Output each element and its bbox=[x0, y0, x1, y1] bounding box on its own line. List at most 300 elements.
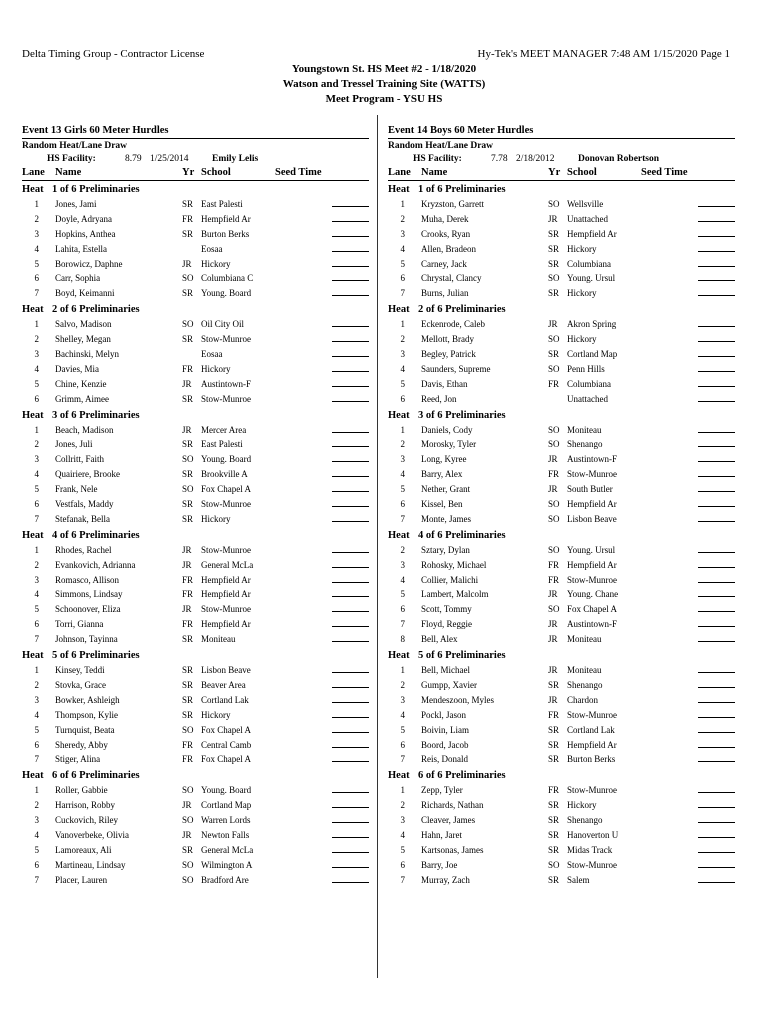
entry-school: Oil City Oil bbox=[201, 319, 245, 330]
entry-school: Austintown-F bbox=[567, 454, 618, 465]
entry-name: Kinsey, Teddi bbox=[55, 665, 105, 676]
entry-row bbox=[22, 873, 369, 888]
entry-row bbox=[22, 693, 369, 708]
entry-row bbox=[22, 497, 369, 512]
entry-lane: 3 bbox=[400, 454, 405, 465]
entry-lane: 1 bbox=[34, 199, 39, 209]
entry-row bbox=[388, 602, 735, 617]
entry-lane: 7 bbox=[34, 634, 39, 645]
seed-time-blank bbox=[698, 212, 735, 222]
entry-row bbox=[22, 347, 369, 362]
seed-time-blank bbox=[698, 497, 735, 507]
entry-row bbox=[22, 663, 369, 678]
entry-school: Hanoverton U bbox=[567, 829, 619, 840]
entry-year: SO bbox=[548, 334, 560, 345]
seed-time-blank bbox=[332, 392, 369, 402]
entry-year: JR bbox=[182, 800, 192, 811]
entry-lane: 6 bbox=[34, 859, 39, 870]
entry-lane: 6 bbox=[400, 859, 405, 870]
entry-row bbox=[388, 708, 735, 723]
entry-year: FR bbox=[182, 363, 194, 374]
entry-row bbox=[22, 242, 369, 257]
entry-year: JR bbox=[182, 424, 192, 435]
entry-year: SR bbox=[182, 469, 194, 480]
event-column-girls bbox=[22, 119, 369, 979]
seed-time-blank bbox=[332, 197, 369, 207]
entry-row bbox=[22, 227, 369, 242]
entry-year: JR bbox=[548, 694, 558, 705]
entry-name: Torri, Gianna bbox=[55, 619, 104, 630]
heat-number: 6 of 6 Preliminaries bbox=[418, 770, 506, 782]
seed-time-blank bbox=[698, 543, 735, 553]
entry-school: Hickory bbox=[201, 363, 231, 374]
entry-row bbox=[388, 858, 735, 873]
heat-label: Heat bbox=[388, 409, 410, 421]
entry-school: General McLa bbox=[201, 559, 254, 570]
entry-name: Rhodes, Rachel bbox=[55, 544, 112, 555]
seed-time-blank bbox=[698, 227, 735, 237]
entry-lane: 7 bbox=[400, 619, 405, 630]
entry-row bbox=[388, 242, 735, 257]
entry-name: Vanoverbeke, Olivia bbox=[55, 829, 129, 840]
entry-year: SO bbox=[548, 273, 560, 284]
entry-school: Hickory bbox=[567, 800, 597, 811]
seed-time-blank bbox=[698, 437, 735, 447]
header-lane: Lane bbox=[388, 167, 411, 178]
entry-school: Lisbon Beave bbox=[201, 665, 251, 676]
header-yr: Yr bbox=[548, 167, 561, 178]
seed-time-blank bbox=[332, 212, 369, 222]
entry-year: FR bbox=[548, 469, 560, 480]
entry-name: Chine, Kenzie bbox=[55, 378, 107, 389]
entry-lane: 5 bbox=[400, 589, 405, 600]
seed-time-blank bbox=[698, 573, 735, 583]
entry-row bbox=[22, 482, 369, 497]
entry-year: FR bbox=[548, 785, 560, 796]
seed-time-blank bbox=[332, 347, 369, 357]
entry-year: SR bbox=[182, 393, 194, 404]
seed-time-blank bbox=[698, 271, 735, 281]
seed-time-blank bbox=[698, 602, 735, 612]
seed-time-blank bbox=[332, 271, 369, 281]
entry-row bbox=[22, 286, 369, 301]
entry-lane: 7 bbox=[400, 874, 405, 885]
seed-time-blank bbox=[698, 452, 735, 462]
entry-school: Columbiana C bbox=[201, 273, 254, 284]
entry-lane: 5 bbox=[400, 258, 405, 269]
entry-lane: 2 bbox=[400, 544, 405, 555]
entry-name: Long, Kyree bbox=[421, 454, 467, 465]
entry-year: SO bbox=[548, 499, 560, 510]
entry-row bbox=[22, 197, 369, 212]
entry-school: Stow-Munroe bbox=[567, 785, 617, 796]
entry-school: Cortland Lak bbox=[201, 694, 249, 705]
entry-row bbox=[388, 543, 735, 558]
entry-year: JR bbox=[548, 454, 558, 465]
event-title: Event 14 Boys 60 Meter Hurdles bbox=[388, 125, 534, 136]
entry-row bbox=[388, 423, 735, 438]
entry-name: Beach, Madison bbox=[55, 424, 114, 435]
seed-time-blank bbox=[332, 512, 369, 522]
entry-lane: 1 bbox=[34, 785, 39, 796]
entry-school: Penn Hills bbox=[567, 363, 605, 374]
entry-school: Shenango bbox=[567, 679, 603, 690]
seed-time-blank bbox=[332, 813, 369, 823]
entry-school: Moniteau bbox=[201, 634, 236, 645]
entry-lane: 4 bbox=[34, 709, 39, 720]
entry-lane: 7 bbox=[400, 754, 405, 765]
entry-row bbox=[22, 573, 369, 588]
entry-school: Columbiana bbox=[567, 378, 611, 389]
entry-lane: 6 bbox=[400, 604, 405, 615]
entry-lane: 4 bbox=[34, 363, 39, 374]
heat-label: Heat bbox=[22, 650, 44, 662]
entry-year: SR bbox=[548, 288, 560, 299]
entry-lane: 6 bbox=[34, 499, 39, 510]
entry-school: Mercer Area bbox=[201, 424, 247, 435]
entry-name: Davis, Ethan bbox=[421, 378, 468, 389]
heat-title bbox=[388, 302, 735, 317]
entry-name: Zepp, Tyler bbox=[421, 785, 463, 796]
entry-lane: 3 bbox=[400, 694, 405, 705]
entry-school: Hickory bbox=[567, 334, 597, 345]
record-holder: Donovan Robertson bbox=[578, 154, 660, 164]
entry-lane: 1 bbox=[34, 665, 39, 676]
seed-time-blank bbox=[332, 752, 369, 762]
seed-time-blank bbox=[332, 708, 369, 718]
entry-row bbox=[22, 828, 369, 843]
entry-row bbox=[388, 317, 735, 332]
seed-time-blank bbox=[698, 482, 735, 492]
entry-lane: 1 bbox=[400, 424, 405, 435]
entry-name: Boord, Jacob bbox=[421, 739, 469, 750]
entry-year: SR bbox=[182, 513, 194, 524]
entry-year: FR bbox=[182, 754, 194, 765]
entry-year: JR bbox=[182, 258, 192, 269]
entry-name: Davies, Mia bbox=[55, 363, 99, 374]
entry-name: Rohosky, Michael bbox=[421, 559, 487, 570]
entry-lane: 5 bbox=[34, 844, 39, 855]
seed-time-blank bbox=[698, 693, 735, 703]
seed-time-blank bbox=[698, 257, 735, 267]
entry-school: Newton Falls bbox=[201, 829, 250, 840]
entry-name: Mendeszoon, Myles bbox=[421, 694, 494, 705]
entry-school: Cortland Lak bbox=[567, 724, 615, 735]
entry-lane: 1 bbox=[400, 665, 405, 676]
entry-lane: 2 bbox=[400, 800, 405, 811]
heat-title bbox=[22, 768, 369, 783]
entry-lane: 3 bbox=[34, 228, 39, 239]
entry-row bbox=[388, 783, 735, 798]
entry-school: Stow-Munroe bbox=[201, 604, 251, 615]
seed-time-blank bbox=[332, 738, 369, 748]
entry-name: Jones, Juli bbox=[55, 439, 93, 450]
entry-lane: 7 bbox=[34, 754, 39, 765]
page-header bbox=[0, 0, 768, 115]
seed-time-blank bbox=[698, 512, 735, 522]
entry-school: Warren Lords bbox=[201, 815, 251, 826]
entry-lane: 3 bbox=[34, 815, 39, 826]
entry-school: Akron Spring bbox=[567, 319, 617, 330]
seed-time-blank bbox=[698, 828, 735, 838]
entry-row bbox=[22, 392, 369, 407]
entry-row bbox=[22, 423, 369, 438]
entry-school: Fox Chapel A bbox=[201, 484, 252, 495]
seed-time-blank bbox=[332, 632, 369, 642]
entry-name: Collier, Malichi bbox=[421, 574, 479, 585]
entry-row bbox=[388, 828, 735, 843]
entry-school: Young. Chane bbox=[567, 589, 619, 600]
entry-name: Pockl, Jason bbox=[421, 709, 466, 720]
entry-name: Murray, Zach bbox=[421, 874, 470, 885]
entry-lane: 7 bbox=[34, 288, 39, 299]
entry-school: Hempfield Ar bbox=[567, 499, 617, 510]
entry-school: East Palesti bbox=[201, 199, 243, 209]
facility-record bbox=[22, 152, 369, 166]
seed-time-blank bbox=[698, 347, 735, 357]
heat-label: Heat bbox=[22, 184, 44, 195]
entry-name: Simmons, Lindsay bbox=[55, 589, 123, 600]
seed-time-blank bbox=[332, 362, 369, 372]
heat-title bbox=[22, 408, 369, 423]
entry-year: SO bbox=[548, 604, 560, 615]
entry-name: Carney, Jack bbox=[421, 258, 467, 269]
entry-row bbox=[388, 813, 735, 828]
entry-year: SO bbox=[182, 785, 194, 796]
entry-lane: 3 bbox=[400, 228, 405, 239]
entry-school: Hempfield Ar bbox=[201, 619, 251, 630]
seed-time-blank bbox=[332, 573, 369, 583]
entry-year: SR bbox=[548, 874, 560, 885]
entry-lane: 3 bbox=[34, 574, 39, 585]
entry-year: SO bbox=[182, 874, 194, 885]
entry-row bbox=[388, 738, 735, 753]
header-seed-time: Seed Time bbox=[641, 167, 688, 178]
entry-row bbox=[22, 362, 369, 377]
meet-program-title: Meet Program - YSU HS bbox=[325, 93, 443, 105]
entry-row bbox=[388, 678, 735, 693]
entry-name: Lamoreaux, Ali bbox=[55, 844, 112, 855]
entry-lane: 5 bbox=[34, 724, 39, 735]
entry-school: Hempfield Ar bbox=[567, 739, 617, 750]
entry-row bbox=[388, 197, 735, 212]
entry-lane: 5 bbox=[400, 484, 405, 495]
heat-number: 5 of 6 Preliminaries bbox=[418, 650, 506, 662]
heat-label: Heat bbox=[22, 304, 44, 316]
entry-lane: 4 bbox=[34, 589, 39, 600]
seed-time-blank bbox=[332, 798, 369, 808]
entry-row bbox=[388, 271, 735, 286]
entry-lane: 7 bbox=[400, 288, 405, 299]
entry-school: Shenango bbox=[567, 815, 603, 826]
entry-name: Saunders, Supreme bbox=[421, 363, 491, 374]
seed-time-blank bbox=[698, 423, 735, 433]
entry-year: SO bbox=[548, 439, 560, 450]
heat-label: Heat bbox=[388, 770, 410, 782]
column-divider bbox=[377, 115, 378, 978]
entry-row bbox=[22, 813, 369, 828]
entry-lane: 4 bbox=[400, 709, 405, 720]
entry-year: SR bbox=[548, 679, 560, 690]
entry-row bbox=[22, 587, 369, 602]
seed-time-blank bbox=[698, 663, 735, 673]
entry-lane: 1 bbox=[34, 424, 39, 435]
entry-school: Fox Chapel A bbox=[567, 604, 618, 615]
entry-row bbox=[22, 332, 369, 347]
heat-number: 1 of 6 Preliminaries bbox=[418, 184, 506, 195]
heat-title bbox=[22, 182, 369, 197]
entry-school: Salem bbox=[567, 874, 590, 885]
seed-time-blank bbox=[698, 317, 735, 327]
seed-time-blank bbox=[698, 843, 735, 853]
entry-school: Hempfield Ar bbox=[567, 228, 617, 239]
entry-school: Eosaa bbox=[201, 243, 223, 254]
entry-year: SR bbox=[182, 634, 194, 645]
entry-name: Martineau, Lindsay bbox=[55, 859, 126, 870]
heat-title bbox=[388, 408, 735, 423]
seed-time-blank bbox=[332, 693, 369, 703]
entry-name: Kissel, Ben bbox=[421, 499, 463, 510]
seed-time-blank bbox=[698, 617, 735, 627]
entry-row bbox=[388, 212, 735, 227]
entry-lane: 2 bbox=[34, 800, 39, 811]
heat-title bbox=[22, 528, 369, 543]
entry-lane: 5 bbox=[34, 484, 39, 495]
entry-name: Hopkins, Anthea bbox=[55, 228, 116, 239]
entry-year: FR bbox=[548, 574, 560, 585]
seed-time-blank bbox=[698, 197, 735, 207]
entry-year: JR bbox=[548, 619, 558, 630]
entry-name: Floyd, Reggie bbox=[421, 619, 472, 630]
heat-title bbox=[22, 648, 369, 663]
seed-time-blank bbox=[698, 798, 735, 808]
event-title: Event 13 Girls 60 Meter Hurdles bbox=[22, 125, 169, 136]
seed-time-blank bbox=[332, 587, 369, 597]
entry-year: JR bbox=[548, 213, 558, 224]
heat-number: 4 of 6 Preliminaries bbox=[418, 529, 506, 541]
entry-row bbox=[22, 212, 369, 227]
entry-lane: 2 bbox=[34, 559, 39, 570]
entry-name: Boyd, Keimanni bbox=[55, 288, 115, 299]
entry-school: Lisbon Beave bbox=[567, 513, 617, 524]
entry-lane: 4 bbox=[400, 574, 405, 585]
entry-school: Fox Chapel A bbox=[201, 754, 252, 765]
heat-title bbox=[388, 768, 735, 783]
entry-name: Barry, Joe bbox=[421, 859, 458, 870]
entry-school: Moniteau bbox=[567, 634, 602, 645]
entry-name: Chrystal, Clancy bbox=[421, 273, 482, 284]
entry-year: SO bbox=[548, 544, 560, 555]
entry-year: JR bbox=[182, 559, 192, 570]
seed-time-blank bbox=[698, 738, 735, 748]
seed-time-blank bbox=[332, 858, 369, 868]
seed-time-blank bbox=[698, 377, 735, 387]
entry-lane: 5 bbox=[400, 844, 405, 855]
heat-title bbox=[22, 302, 369, 317]
entry-name: Sheredy, Abby bbox=[55, 739, 108, 750]
entry-name: Stovka, Grace bbox=[55, 679, 106, 690]
heat-number: 2 of 6 Preliminaries bbox=[418, 304, 506, 316]
entry-year: FR bbox=[182, 739, 194, 750]
entry-row bbox=[388, 752, 735, 767]
entry-name: Schoonover, Eliza bbox=[55, 604, 121, 615]
header-seed-time: Seed Time bbox=[275, 167, 322, 178]
entry-year: JR bbox=[548, 319, 558, 330]
seed-time-blank bbox=[332, 843, 369, 853]
entry-school: Stow-Munroe bbox=[567, 859, 617, 870]
entry-year: JR bbox=[548, 484, 558, 495]
entry-name: Turnquist, Beata bbox=[55, 724, 115, 735]
column-headers bbox=[388, 166, 735, 181]
seed-time-blank bbox=[332, 497, 369, 507]
heat-label: Heat bbox=[22, 529, 44, 541]
entry-school: Beaver Area bbox=[201, 679, 246, 690]
seed-time-blank bbox=[332, 467, 369, 477]
entry-year: SR bbox=[182, 228, 194, 239]
entry-year: SO bbox=[182, 484, 194, 495]
event-column-boys bbox=[388, 119, 735, 979]
entry-school: Midas Track bbox=[567, 844, 613, 855]
seed-time-blank bbox=[332, 482, 369, 492]
entry-row bbox=[22, 843, 369, 858]
entry-year: FR bbox=[182, 619, 194, 630]
header-school: School bbox=[567, 167, 597, 178]
heat-number: 1 of 6 Preliminaries bbox=[52, 184, 140, 195]
seed-time-blank bbox=[332, 317, 369, 327]
entry-name: Begley, Patrick bbox=[421, 349, 476, 360]
entry-lane: 2 bbox=[400, 439, 405, 450]
entry-school: Bradford Are bbox=[201, 874, 249, 885]
entry-row bbox=[388, 482, 735, 497]
entry-year: SO bbox=[548, 859, 560, 870]
entry-name: Daniels, Cody bbox=[421, 424, 473, 435]
entry-year: SO bbox=[182, 273, 194, 284]
entry-name: Johnson, Tayinna bbox=[55, 634, 118, 645]
entry-name: Lahita, Estella bbox=[55, 243, 107, 254]
seed-time-blank bbox=[698, 858, 735, 868]
column-headers bbox=[22, 166, 369, 181]
entry-name: Eckenrode, Caleb bbox=[421, 319, 485, 330]
entry-row bbox=[388, 798, 735, 813]
header-name: Name bbox=[421, 167, 448, 178]
entry-row bbox=[388, 227, 735, 242]
entry-school: Stow-Munroe bbox=[567, 709, 617, 720]
entry-school: Young. Board bbox=[201, 785, 252, 796]
entry-lane: 6 bbox=[400, 739, 405, 750]
seed-time-blank bbox=[332, 543, 369, 553]
entry-row bbox=[22, 783, 369, 798]
entry-lane: 3 bbox=[34, 349, 39, 360]
entry-name: Muha, Derek bbox=[421, 213, 469, 224]
entry-year: SR bbox=[548, 243, 560, 254]
entry-name: Richards, Nathan bbox=[421, 800, 484, 811]
seed-time-blank bbox=[332, 242, 369, 252]
entry-name: Grimm, Aimee bbox=[55, 393, 109, 404]
entry-year: SR bbox=[548, 724, 560, 735]
seed-time-blank bbox=[698, 723, 735, 733]
entry-school: Wellsville bbox=[567, 199, 604, 209]
entry-lane: 4 bbox=[34, 243, 39, 254]
header-school: School bbox=[201, 167, 231, 178]
heat-label: Heat bbox=[388, 304, 410, 316]
entry-row bbox=[388, 723, 735, 738]
entry-year: SR bbox=[548, 228, 560, 239]
entry-name: Vestfals, Maddy bbox=[55, 499, 114, 510]
entry-lane: 5 bbox=[34, 604, 39, 615]
seed-time-blank bbox=[332, 873, 369, 883]
entry-year: SR bbox=[548, 815, 560, 826]
entry-name: Harrison, Robby bbox=[55, 800, 115, 811]
